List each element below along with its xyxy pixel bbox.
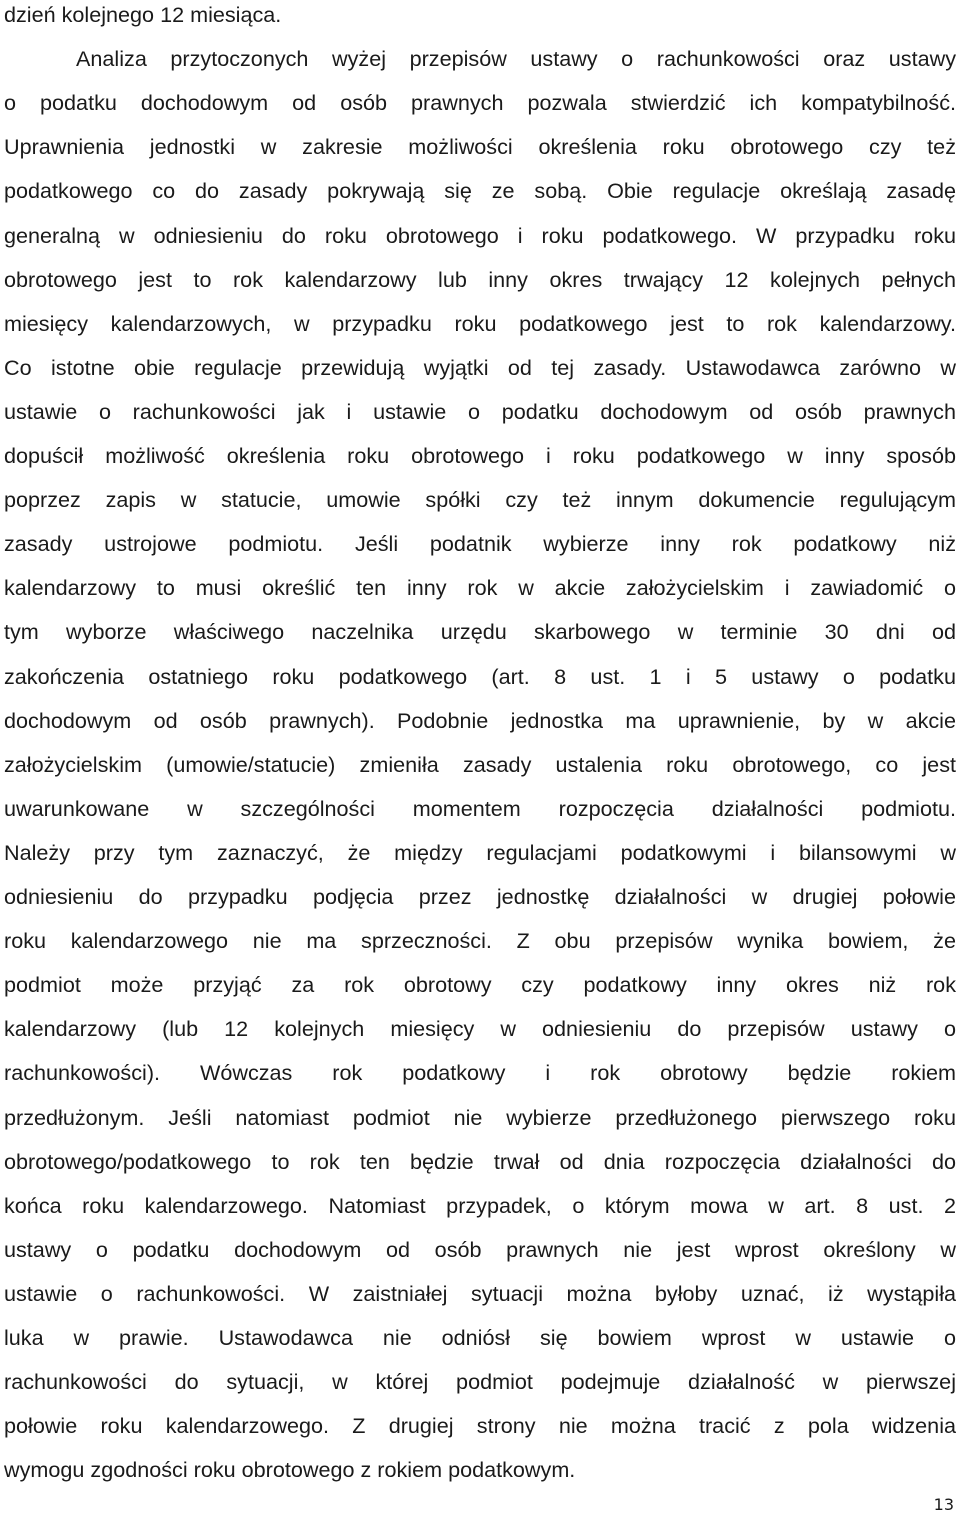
text-line: podmiot może przyjąć za rok obrotowy czy podatkowy inny okres niż rok [4, 972, 956, 998]
text-line: dopuścił możliwość określenia roku obrotowego i roku podatkowego w inny sposób [4, 443, 956, 468]
text-line: zasady ustrojowe podmiotu. Jeśli podatnik wybierze inny rok podatkowy niż [4, 531, 956, 557]
text-line: kalendarzowy to musi określić ten inny rok w akcie założycielskim i zawiadomić o [4, 575, 956, 601]
text-line: ustawy o podatku dochodowym od osób prawnych nie jest wprost określony w [4, 1236, 956, 1262]
text-line: miesięcy kalendarzowych, w przypadku roku podatkowego jest to rok kalendarzowy. [4, 310, 956, 336]
page-number: 13 [933, 1495, 954, 1514]
text-line: obrotowego/podatkowego to rok ten będzie trwał od dnia rozpoczęcia działalności do [4, 1148, 956, 1174]
text-line: ustawie o rachunkowości jak i ustawie o podatku dochodowym od osób prawnych [4, 398, 956, 424]
text-line: kalendarzowy (lub 12 kolejnych miesięcy w odniesieniu do przepisów ustawy o [4, 1016, 956, 1042]
text-line: rachunkowości do sytuacji, w której podmiot podejmuje działalność w pierwszej [4, 1369, 956, 1395]
text-line: Należy przy tym zaznaczyć, że między regulacjami podatkowymi i bilansowymi w [4, 839, 956, 865]
text-line: Analiza przytoczonych wyżej przepisów ustawy o rachunkowości oraz ustawy [76, 46, 956, 72]
text-line: roku kalendarzowego nie ma sprzeczności. Z obu przepisów wynika bowiem, że [4, 928, 956, 954]
text-line: założycielskim (umowie/statucie) zmieniła zasady ustalenia roku obrotowego, co jest [4, 751, 956, 777]
text-line: Co istotne obie regulacje przewidują wyjątki od tej zasady. Ustawodawca zarówno w [4, 354, 956, 380]
text-line: Uprawnienia jednostki w zakresie możliwości określenia roku obrotowego czy też [4, 134, 956, 160]
text-line: przedłużonym. Jeśli natomiast podmiot nie wybierze przedłużonego pierwszego roku [4, 1104, 956, 1130]
text-line: podatkowego co do zasady pokrywają się ze sobą. Obie regulacje określają zasadę [4, 178, 956, 204]
text-line: generalną w odniesieniu do roku obrotowego i roku podatkowego. W przypadku roku [4, 222, 956, 248]
text-line: rachunkowości). Wówczas rok podatkowy i rok obrotowy będzie rokiem [4, 1060, 956, 1086]
text-line: zakończenia ostatniego roku podatkowego (art. 8 ust. 1 i 5 ustawy o podatku [4, 663, 956, 689]
text-line: tym wyborze właściwego naczelnika urzędu skarbowego w terminie 30 dni od [4, 619, 956, 645]
text-line: odniesieniu do przypadku podjęcia przez jednostkę działalności w drugiej połowie [4, 884, 956, 909]
text-line: końca roku kalendarzowego. Natomiast przypadek, o którym mowa w art. 8 ust. 2 [4, 1192, 956, 1218]
text-line: o podatku dochodowym od osób prawnych pozwala stwierdzić ich kompatybilność. [4, 90, 956, 116]
text-line: ustawie o rachunkowości. W zaistniałej sytuacji można byłoby uznać, iż wystąpiła [4, 1280, 956, 1306]
text-line: obrotowego jest to rok kalendarzowy lub inny okres trwający 12 kolejnych pełnych [4, 266, 956, 292]
text-line: wymogu zgodności roku obrotowego z rokiem podatkowym. [4, 1457, 576, 1483]
text-line: połowie roku kalendarzowego. Z drugiej strony nie można tracić z pola widzenia [4, 1413, 956, 1439]
text-line: luka w prawie. Ustawodawca nie odniósł się bowiem wprost w ustawie o [4, 1325, 956, 1350]
text-line: dochodowym od osób prawnych). Podobnie jednostka ma uprawnienie, by w akcie [4, 707, 956, 733]
text-line: poprzez zapis w statucie, umowie spółki czy też innym dokumencie regulującym [4, 487, 956, 513]
text-line: uwarunkowane w szczególności momentem rozpoczęcia działalności podmiotu. [4, 795, 956, 821]
text-line: dzień kolejnego 12 miesiąca. [4, 2, 282, 27]
